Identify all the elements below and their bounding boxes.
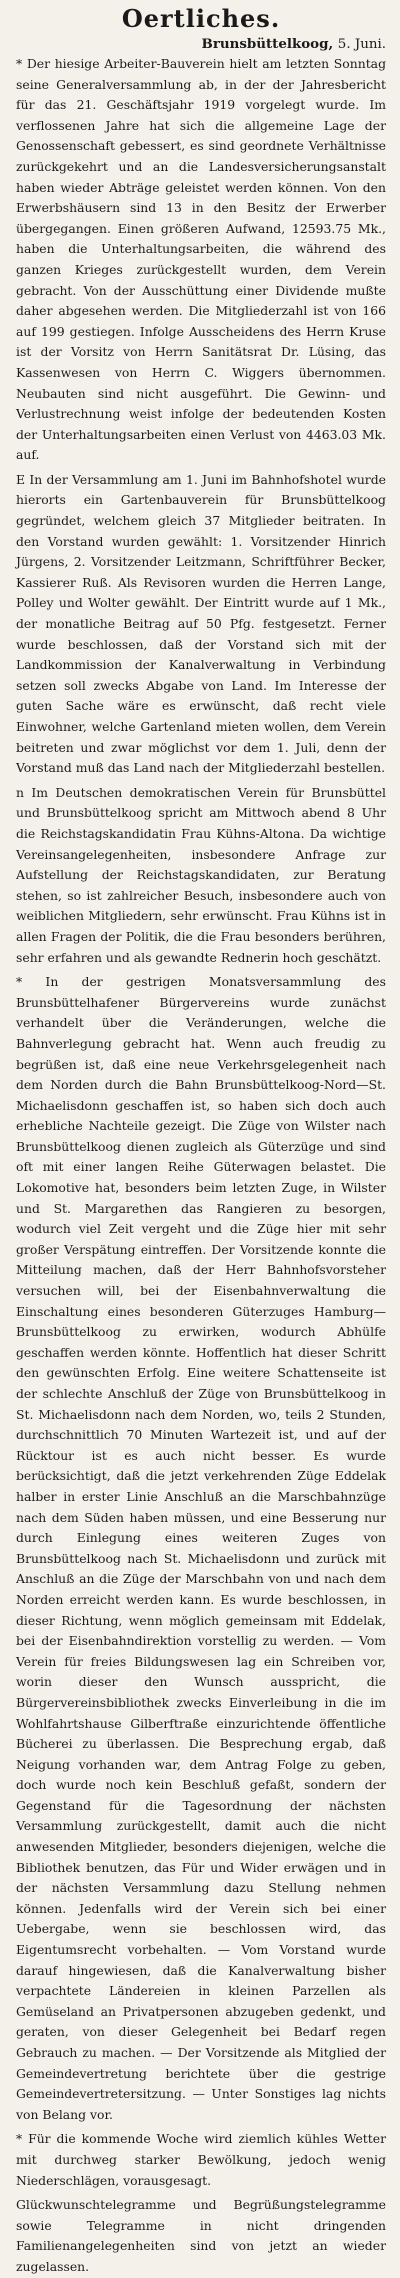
article-demokratischer-verein: n Im Deutschen demokratischen Verein für Brunsbüttel und Brunsbüttelkoog spricht am Mittwoch abend 8 Uhr die Reichstagskandidatin Frau Kühns-Altona. Da wichtige Vereinsangelegenheiten, insbesondere Anfrage zur Aufstellung der Reichstagskandidaten, zur Beratung stehen, so ist zahlreicher Besuch, insbesondere auch von weiblichen Mitgliedern, sehr erwünscht. Frau Kühns ist in allen Fragen der Politik, die die Frau besonders berühren, sehr erfahren und als gewandte Rednerin hoch geschätzt. [16, 784, 386, 965]
article-telegramme: Glückwunschtelegramme und Begrüßungstelegramme sowie Telegramme in nicht dringenden Familienangelegenheiten sind von jetzt an wieder zugelassen. [16, 2197, 386, 2274]
section-heading: Oertliches. [121, 4, 281, 33]
dateline [16, 36, 386, 52]
article-wetter: * Für die kommende Woche wird ziemlich kühles Wetter mit durchweg starker Bewölkung, jedoch wenig Niederschlägen, vorausgesagt. [16, 2131, 386, 2188]
dateline-date: 5. Juni. [337, 37, 386, 52]
article-gartenbauverein: E In der Versammlung am 1. Juni im Bahnhofshotel wurde hierorts ein Gartenbauverein für Brunsbüttelkoog gegründet, welchem gleich 37 Mitglieder beitraten. In den Vorstand wurden gewählt: 1. Vorsitzender Hinrich Jürgens, 2. Vorsitzender Leitzmann, Schriftführer Becker, Kassierer Ruß. Als Revisoren wurden die Herren Lange, Polley und Wolter gewählt. Der Eintritt wurde auf 1 Mk., der monatliche Beitrag auf 50 Pfg. festgesetzt. Ferner wurde beschlossen, daß der Vorstand sich mit der Landkommission der Kanalverwaltung in Verbindung setzen soll zwecks Abgabe von Land. Im Interesse der guten Sache wäre es erwünscht, daß recht viele Einwohner, welche Gartenland mieten wollen, dem Verein beitreten und zwar möglichst vor dem 1. Juli, denn der Vorstand muß das Land nach der Mitgliederzahl bestellen. [16, 471, 386, 776]
dateline-place: Brunsbüttelkoog, [201, 36, 334, 52]
article-buergerverein: * In der gestrigen Monatsversammlung des Brunsbüttelhafener Bürgervereins wurde zunächst verhandelt über die Veränderungen, welche die Bahnverlegung gebracht hat. Wenn auch freudig zu begrüßen ist, daß eine neue Verkehrsgelegenheit nach dem Norden durch die Bahn Brunsbüttelkoog-Nord—St. Michaelisdonn geschaffen ist, so haben sich doch auch erhebliche Nachteile gezeigt. Die Züge von Wilster nach Brunsbüttelkoog dienen zugleich als Güterzüge und sind oft mit einer langen Reihe Güterwagen belastet. Die Lokomotive hat, besonders beim letzten Zuge, in Wilster und St. Margarethen das Rangieren zu besorgen, wodurch viel Zeit vergeht und die Züge hier mit sehr großer Verspätung eintreffen. Der Vorsitzende konnte die Mitteilung machen, daß der Herr Bahnhofsvorsteher versuchen will, bei der Eisenbahnverwaltung die Einschaltung eines besonderen Güterzuges Hamburg—Brunsbüttelkoog zu erwirken, wodurch Abhülfe geschaffen werden könnte. Hoffentlich hat dieser Schritt den gewünschten Erfolg. Eine weitere Schattenseite ist der schlechte Anschluß der Züge von Brunsbüttelkoog in St. Michaelisdonn nach dem Norden, wo, teils 2 Stunden, durchschnittlich 70 Minuten Wartezeit ist, und auf der Rücktour ist es auch nicht besser. Es wurde berücksichtigt, daß die jetzt verkehrenden Züge Eddelak halber in erster Linie Anschluß an die Marschbahnzüge nach dem Süden haben müssen, und eine Besserung nur durch Einlegung eines weiteren Zuges von Brunsbüttelkoog nach St. Michaelisdonn und zurück mit Anschluß an die Züge der Marschbahn von und nach dem Norden erreicht werden kann. Es wurde beschlossen, in dieser Richtung, wenn möglich gemeinsam mit Eddelak, bei der Eisenbahndirektion vorstellig zu werden. — Vom Verein für freies Bildungswesen lag ein Schreiben vor, worin dieser den Wunsch ausspricht, die Bürgervereinsbibliothek zwecks Einverleibung in die im Wohlfahrtshause Gilberftraße einzurichtende öffentliche Bücherei zu überlassen. Die Besprechung ergab, daß Neigung vorhanden war, dem Antrag Folge zu geben, doch wurde noch kein Beschluß gefaßt, sondern der Gegenstand für die Tagesordnung der nächsten Versammlung zurückgestellt, damit auch die nicht anwesenden Mitglieder, besonders diejenigen, welche die Bibliothek benutzen, das Für und Wider erwägen und in der nächsten Versammlung dazu Stellung nehmen können. Jedenfalls wird der Verein sich bei einer Uebergabe, wenn sie beschlossen wird, das Eigentumsrecht vorbehalten. — Vom Vorstand wurde darauf hingewiesen, daß die Kanalverwaltung bisher verpachtete Ländereien in kleinen Parzellen als Gemüseland an Privatpersonen abzugeben gedenkt, und geraten, von dieser Gelegenheit bei Bedarf regen Gebrauch zu machen. — Der Vorsitzende als Mitglied der Gemeindevertretung berichtete über die gestrige Gemeindevertretersitzung. — Unter Sonstiges lag nichts von Belang vor. [16, 974, 386, 2122]
article-arbeiter-bauverein: * Der hiesige Arbeiter-Bauverein hielt am letzten Sonntag seine Generalversammlung ab, in der der Jahresbericht für das 21. Geschäftsjahr 1919 vorgelegt wurde. Im verflossenen Jahre hat sich die allgemeine Lage der Genossenschaft gebessert, es sind geordnete Verhältnisse zurückgekehrt und an die Landesversicherungsanstalt haben wieder Abträge geleistet werden können. Von den Erwerbshäusern sind 13 in den Besitz der Erwerber übergegangen. Einen größeren Aufwand, 12593.75 Mk., haben die Unterhaltungsarbeiten, die während des ganzen Krieges zurückgestellt wurden, dem Verein gebracht. Von der Ausschüttung einer Dividende mußte daher abgesehen werden. Die Mitgliederzahl ist von 166 auf 199 gestiegen. Infolge Ausscheidens des Herrn Kruse ist der Vorsitz von Herrn Sanitätsrat Dr. Lüsing, das Kassenwesen von Herrn C. Wiggers übernommen. Neubauten sind nicht ausgeführt. Die Gewinn- und Verlustrechnung weist infolge der bedeutenden Kosten der Unterhaltungsarbeiten einen Verlust von 4463.03 Mk. auf. [16, 56, 386, 463]
